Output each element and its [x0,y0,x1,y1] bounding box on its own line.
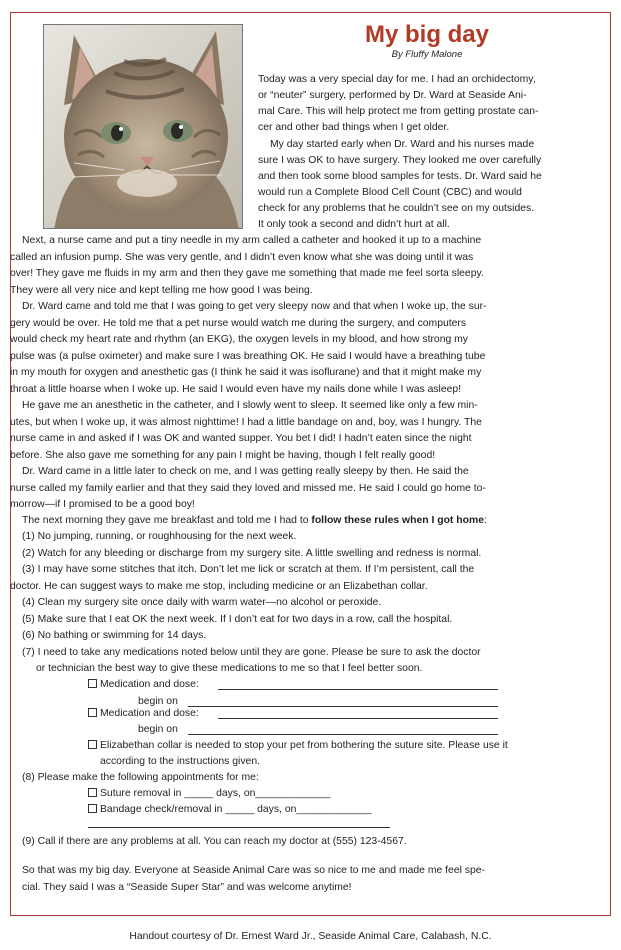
call-line: (9) Call if there are any problems at all. You can reach my doctor at (555) 123-4567. [22,836,407,847]
body-line: Dr. Ward came and told me that I was going to get very sleepy now and that when I woke up, the sur- [22,301,487,312]
body-line: Dr. Ward came in a little later to check on me, and I was getting really sleepy by then. He said the [22,466,469,477]
medication-checkbox[interactable] [88,708,97,717]
intro-line: check for any problems that he couldn’t see on my outsides. [258,203,535,214]
rule-item: (4) Clean my surgery site once daily with warm water—no alcohol or peroxide. [22,597,382,608]
rule-item: (2) Watch for any bleeding or discharge from my surgery site. A little swelling and redness is normal. [22,548,482,559]
begin-on-label: begin on [138,696,178,707]
rule-item: (6) No bathing or swimming for 14 days. [22,630,207,641]
medication-label: Medication and dose: [100,679,199,690]
rule-item: (1) No jumping, running, or roughhousing for the next week. [22,531,297,542]
appointment-row: Bandage check/removal in _____ days, on_____________ [88,802,372,818]
collar-row: according to the instructions given. [100,756,260,767]
suture-checkbox[interactable] [88,788,97,797]
body-line: nurse called my family earlier and that they said they loved and missed me. He said I could go home to- [10,483,486,494]
medication-row [88,677,199,693]
body-line: throat a little hoarse when I woke up. He said I would even have my nails done while I was asleep! [10,384,462,395]
footer-credit: Handout courtesy of Dr. Ernest Ward Jr., Seaside Animal Care, Calabash, N.C. [129,931,492,942]
medication-line[interactable] [218,718,498,719]
intro-line: My day started early when Dr. Ward and his nurses made [270,139,535,150]
body-line: Next, a nurse came and put a tiny needle in my arm called a catheter and hooked it up to a machine [22,235,482,246]
body-line: in my mouth for oxygen and anesthetic gas (I think he said it was isoflurane) and that it might make my [10,367,482,378]
blank-line[interactable] [88,827,390,828]
collar-row: Elizabethan collar is needed to stop your pet from bothering the suture site. Please use it [88,738,508,754]
medication-row [88,706,199,722]
medication-line[interactable] [218,689,498,690]
intro-line: or “neuter” surgery, performed by Dr. Ward at Seaside Ani- [258,90,527,101]
closing-line: cial. They said I was a “Seaside Super Star” and was welcome anytime! [22,882,352,893]
rule-item: (3) I may have some stitches that itch. Don’t let me lick or scratch at them. If I’m persistent, call the [22,564,475,575]
intro-line: and then took some blood samples for tests. Dr. Ward said he [258,171,542,182]
appointments-intro: (8) Please make the following appointments for me: [22,772,259,783]
rule-item: or technician the best way to give these medications to me so that I feel better soon. [36,663,423,674]
body-line: He gave me an anesthetic in the catheter, and I slowly went to sleep. It seemed like only a few min- [22,400,478,411]
begin-on-label: begin on [138,724,178,735]
body-line: would check my heart rate and rhythm (an EKG), the oxygen levels in my blood, and how strong my [10,334,468,345]
body-line: utes, but when I woke up, it was almost nighttime! I had a little bandage on and, boy, was I hungry. The [10,417,482,428]
intro-line: mal Care. This will help protect me from getting prostate can- [258,106,539,117]
body-line: called an infusion pump. She was very gentle, and I didn’t even know what she was doing until it was [10,252,474,263]
body-line: They were all very nice and kept telling me how good I was being. [10,285,313,296]
begin-on-line[interactable] [188,706,498,707]
body-line: nurse came in and asked if I was OK and wanted supper. You bet I did! I hadn’t eaten since the night [10,433,472,444]
rule-item: (7) I need to take any medications noted below until they are gone. Please be sure to ask the doctor [22,647,481,658]
intro-line: It only took a second and didn’t hurt at all. [258,219,450,230]
body-line: before. She also gave me something for any pain I might be having, though I felt really good! [10,450,436,461]
intro-line: cer and other bad things when I get older. [258,122,450,133]
body-line: over! They gave me fluids in my arm and then they gave me something that made me feel sorta sleepy. [10,268,484,279]
byline: By Fluffy Malone [391,49,463,60]
intro-line: sure I was OK to have surgery. They looked me over carefully [258,155,542,166]
body-line: pulse was (a pulse oximeter) and make sure I was breathing OK. He said I would have a breathing tube [10,351,486,362]
medication-checkbox[interactable] [88,679,97,688]
rules-intro: The next morning they gave me breakfast and told me I had to follow these rules when I got home: [22,515,487,526]
kitten-photo [43,24,243,229]
bandage-checkbox[interactable] [88,804,97,813]
begin-on-line[interactable] [188,734,498,735]
intro-line: Today was a very special day for me. I had an orchidectomy, [258,74,536,85]
body-line: gery would be over. He told me that a pet nurse would watch me during the surgery, and computers [10,318,467,329]
medication-label: Medication and dose: [100,708,199,719]
rule-item: (5) Make sure that I eat OK the next week. If I don’t eat for two days in a row, call the hospital. [22,614,453,625]
body-line: morrow—if I promised to be a good boy! [10,499,195,510]
rules-emphasis: follow these rules when I got home [311,515,484,526]
appointment-row: Suture removal in _____ days, on_____________ [88,786,331,802]
intro-line: would run a Complete Blood Cell Count (CBC) and would [258,187,522,198]
article-title: My big day [364,21,490,48]
collar-checkbox[interactable] [88,740,97,749]
closing-line: So that was my big day. Everyone at Seaside Animal Care was so nice to me and made me feel spe- [22,865,486,876]
rule-item: doctor. He can suggest ways to make me stop, including medicine or an Elizabethan collar. [10,581,428,592]
